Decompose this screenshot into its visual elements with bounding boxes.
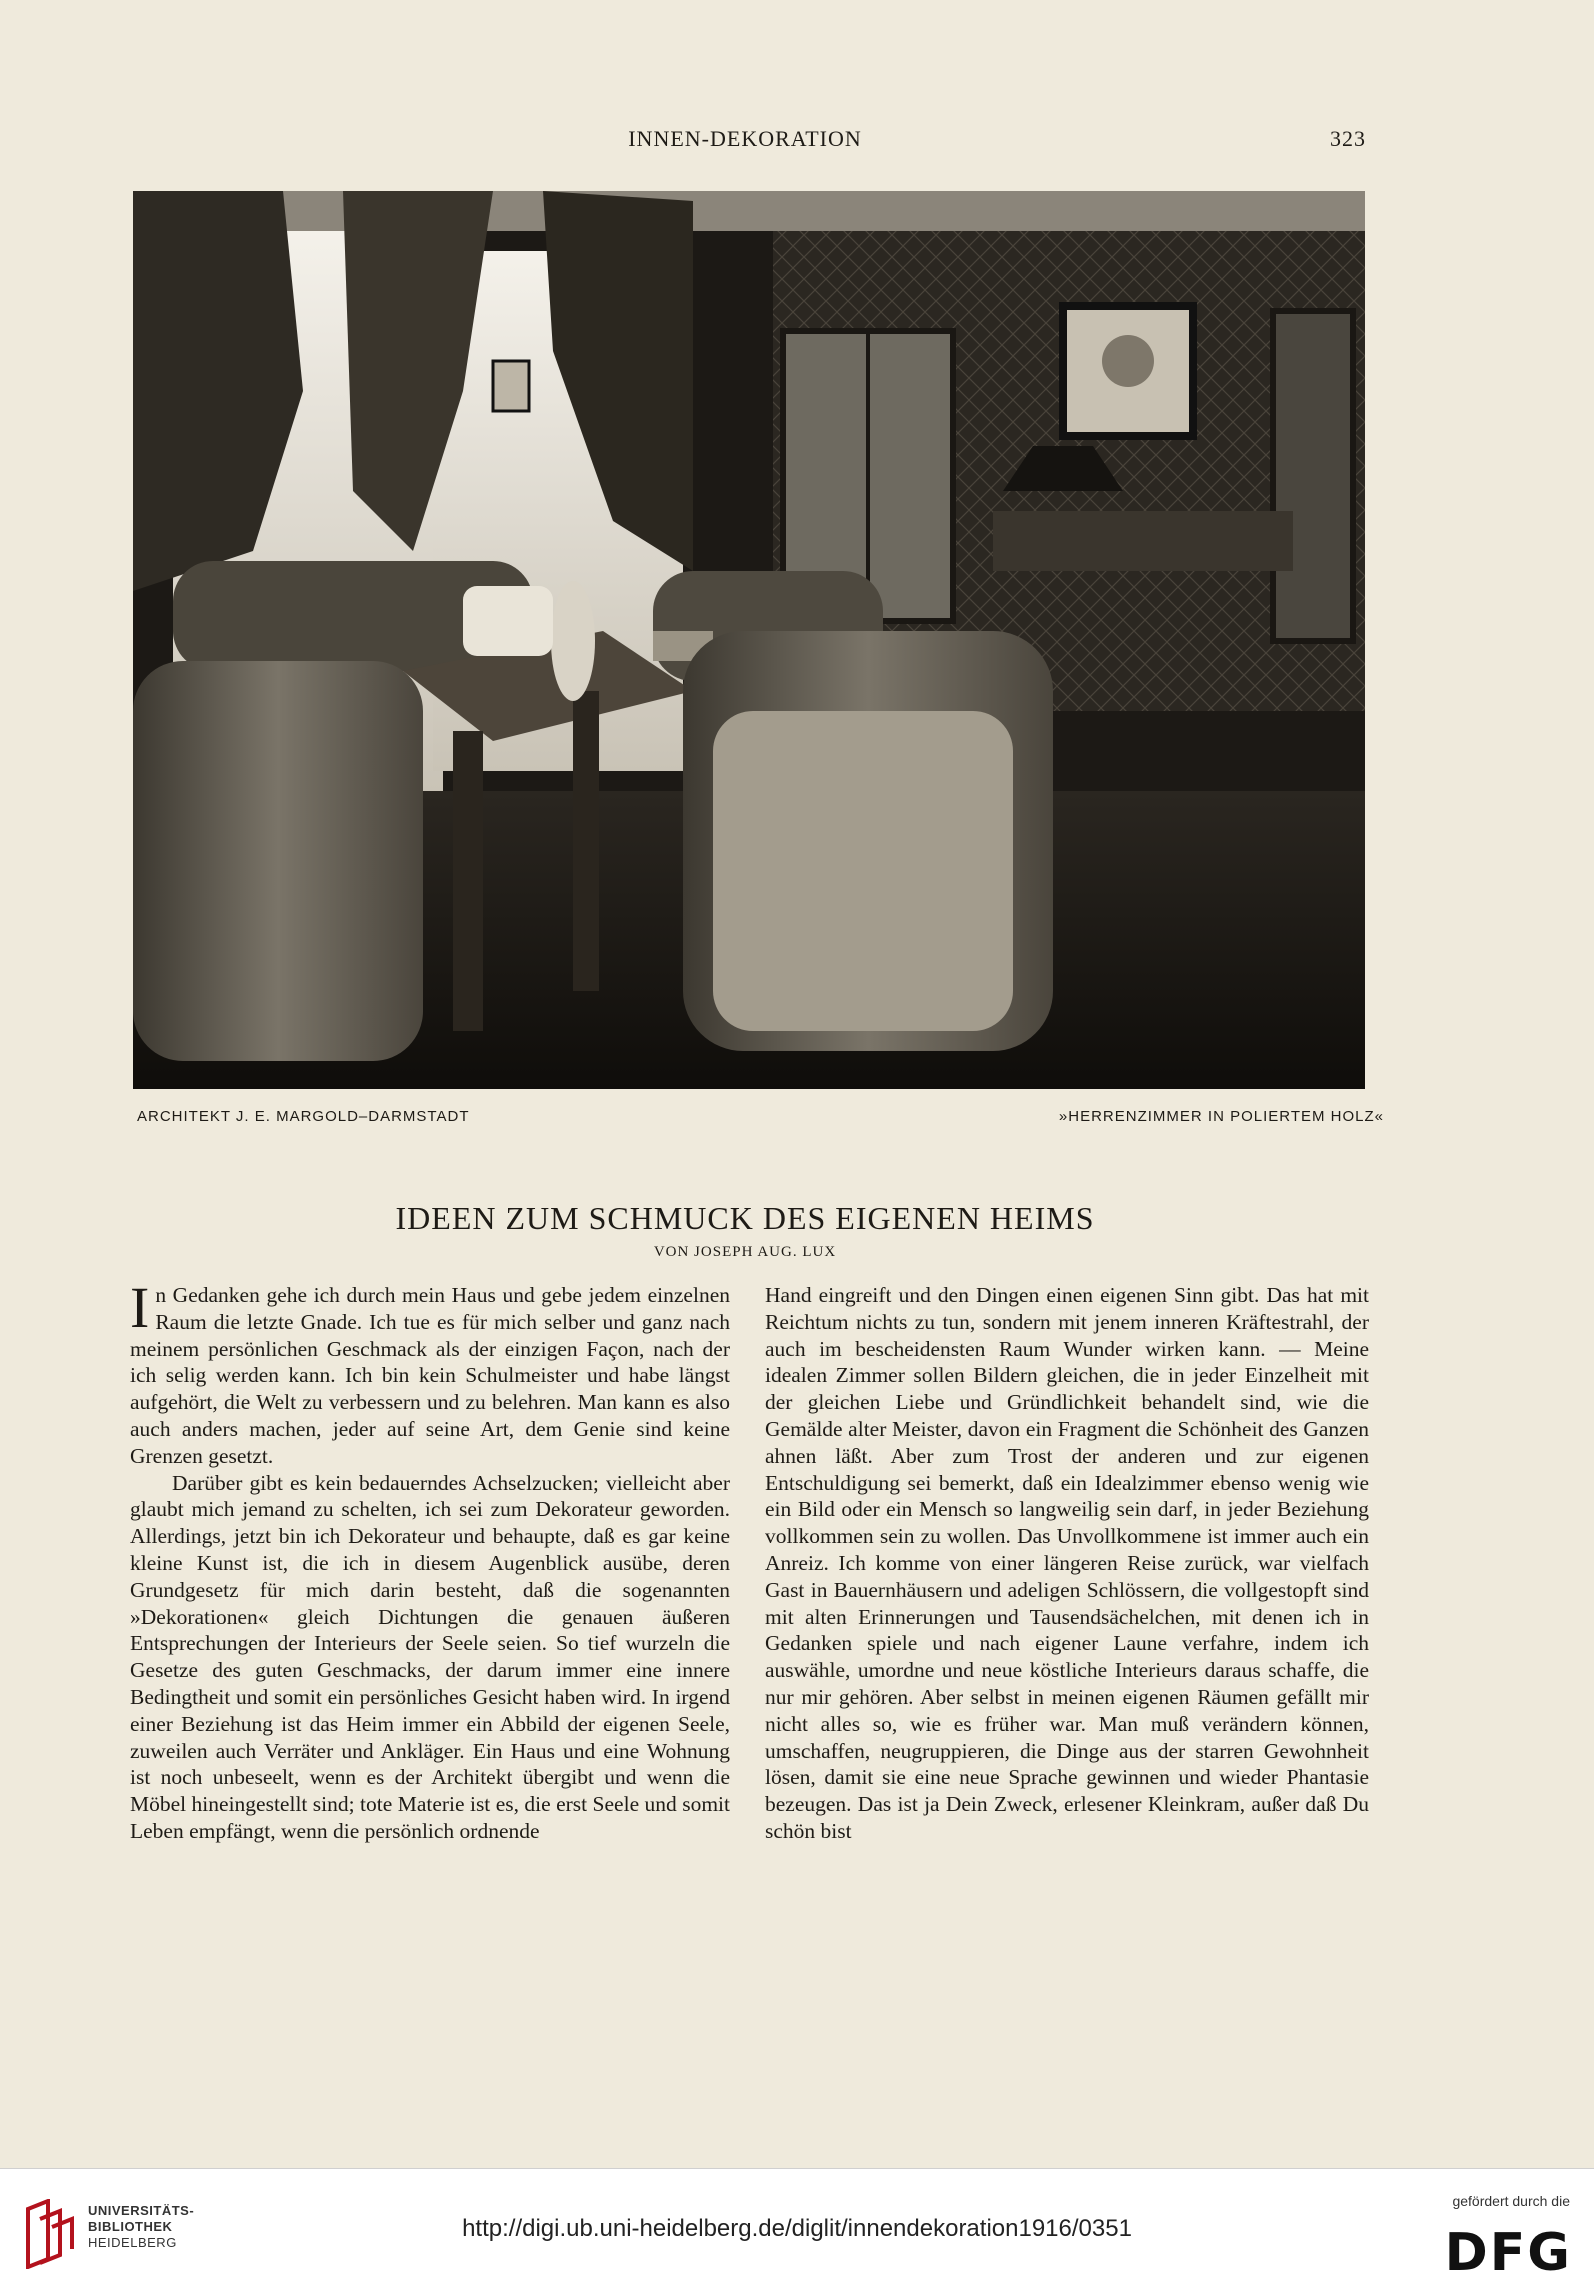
paragraph: Darüber gibt es kein bedauerndes Achselzucken; vielleicht aber glaubt mich jemand zu schelten, ich sei zum Dekorateur geworden. Allerdings, jetzt bin ich Dekorateur und behaupte, daß es gar keine kleine Kunst ist, die ich in diesem Augenblick ausübe, deren Grundgesetz für mich darin besteht, daß die sogenannten »Dekorationen« gleich Dichtungen die genauen äußeren Entsprechungen der Interieurs der Seele seien. So tief wurzeln die Gesetze des guten Geschmacks, der darum immer eine innere Bedingtheit und somit ein persönliches Gesicht haben wird. In irgend einer Beziehung ist das Heim immer ein Abbild der eigenen Seele, zuweilen auch Verräter und Ankläger. Ein Haus und eine Wohnung ist noch unbeseelt, wenn es der Architekt übergibt und wenn die Möbel hineingestellt sind; tote Materie ist es, die erst Seele und somit Leben empfängt, wenn die persönlich ordnende: [130, 1470, 730, 1843]
drop-cap: I: [130, 1275, 150, 1340]
library-name: UNIVERSITÄTS- BIBLIOTHEK HEIDELBERG: [88, 2203, 195, 2250]
article-title: IDEEN ZUM SCHMUCK DES EIGENEN HEIMS: [395, 1200, 1095, 1236]
permalink-url[interactable]: http://digi.ub.uni-heidelberg.de/diglit/innendekoration1916/0351: [462, 2215, 1132, 2242]
text-column-right: [765, 1282, 1369, 1845]
photo-caption: »HERRENZIMMER IN POLIERTEM HOLZ«: [1058, 1108, 1384, 1125]
page-number: 323: [1330, 126, 1366, 151]
interior-photograph: [133, 191, 1365, 1089]
paragraph: Hand eingreift und den Dingen einen eigenen Sinn gibt. Das hat mit Reichtum nichts zu tun, sondern mit jenem inneren Kräftestrahl, der auch im bescheidensten Raum Wunder wirken kann. –– Meine idealen Zimmer sollen Bildern gleichen, die in jeder Einzelheit mit der gleichen Liebe und Gründlichkeit behandelt sind, wie die Gemälde alter Meister, davon ein Fragment die Schönheit des Ganzen ahnen läßt. Aber zum Trost der anderen und zur eigenen Entschuldigung sei bemerkt, daß ein Idealzimmer ebenso wenig wie ein Bild oder ein Mensch so langweilig sein darf, in jeder Beziehung vollkommen sein zu wollen. Das Unvollkommene ist immer auch ein Anreiz. Ich komme von einer längeren Reise zurück, war vielfach Gast in Bauernhäusern und adeligen Schlössern, die vollgestopft sind mit alten Erinnerungen und Tausendsächelchen, mit denen ich in Gedanken spiele und nach eigener Laune verfahre, indem ich auswähle, umordne und neue köstliche Interieurs daraus schaffe, die nur mir gehören. Aber selbst in meinen eigenen Räumen gefällt mir nicht alles so, wie es früher war. Man muß verändern können, umschaffen, neugruppieren, die Dinge aus der starren Gewohnheit lösen, damit sie eine neue Sprache gewinnen und wieder Phantasie bezeugen. Das ist ja Dein Zweck, erlesener Kleinkram, außer daß Du schön bist: [765, 1283, 1369, 1843]
photo-credit: ARCHITEKT J. E. MARGOLD–DARMSTADT: [137, 1108, 470, 1125]
text-column-left: [130, 1275, 730, 1845]
journal-title: INNEN-DEKORATION: [628, 126, 862, 151]
digitization-footer: [0, 2168, 1594, 2293]
dfg-logo: DFG: [1444, 2223, 1572, 2283]
article-byline: VON JOSEPH AUG. LUX: [653, 1244, 837, 1260]
paragraph-text: n Gedanken gehe ich durch mein Haus und gebe jedem einzelnen Raum die letzte Gnade. Ich tue es für mich selber und ganz nach meinem persönlichen Geschmack als der einzigen Façon, nach der ich selig werden kann. Ich bin kein Schulmeister und habe längst aufgehört, die Welt zu verbessern und zu belehren. Man kann es also auch anders machen, jeder auf seine Art, dem Genie sind keine Grenzen gesetzt.: [130, 1283, 730, 1468]
paragraph: [130, 1275, 730, 1470]
funded-by-label: gefördert durch die: [1452, 2193, 1570, 2209]
